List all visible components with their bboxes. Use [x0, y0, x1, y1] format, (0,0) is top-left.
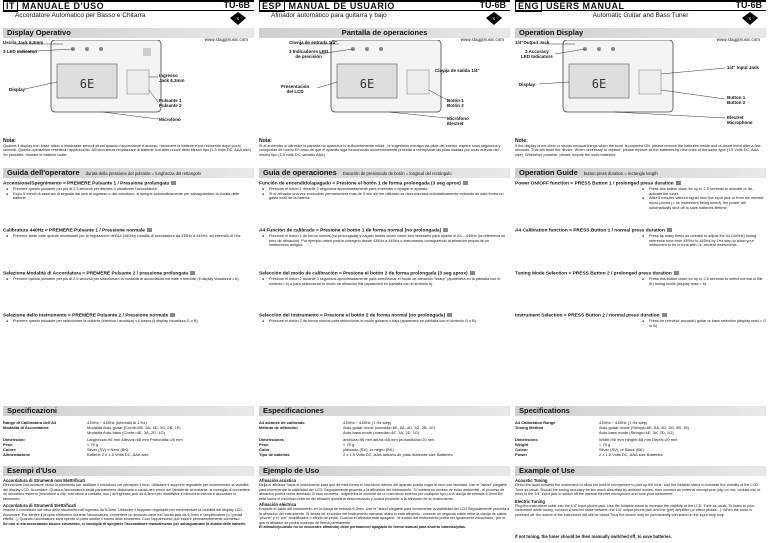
examples-heading: Example of Use [515, 466, 766, 476]
press-duration-icon [447, 313, 452, 317]
column-english [515, 0, 766, 543]
manual-title: MANUALE D'USO [22, 1, 105, 11]
label-display: Presentación del LCD [281, 84, 310, 94]
header-bar [3, 0, 254, 11]
spec-row: A4 alcance de calibrado Método de afinación 435Hz ~ 445Hz (1 Hz step) Auto-guitar mode (cuerdas=6E, 5A, 4D, 3G, 2B, 1E) Auto-bass mode (cuerdas=4E, 3A, 2D, 1G) [259, 420, 436, 435]
function-instrument: Selección del instrumento = Presione el botón 2 de forma normal (no prolongada) ● Presione el botón 2 de forma normal para seleccionar el modo guitarra o bajo (aparecerá en pantalla con el símbolo G o B) [259, 313, 510, 324]
column-spanish [259, 0, 510, 543]
guide-heading: Operation Guide button press duration = rectangle length [515, 168, 766, 178]
manual-subtitle: Afinador automático para guitarra y bajo [271, 12, 387, 19]
manual-title: MANUAL DE USUARIO [288, 1, 395, 11]
svg-text:S: S [236, 16, 240, 21]
svg-text:S: S [748, 16, 752, 21]
note: Nota: Qualora il display non fosse nitido o mostrasse simboli strani quando l'accordatore è acceso, rimuovere le batterie e poi reinserirle dopo pochi secondi. Questa operazione resetterà l'apparecchio. All'occorrenza rimpiazzare le batterie con altre nuove dello stesso tipo (1.5 Volts DC, AAA size). Se possibile, riciclate le batterie usate. [3, 138, 252, 158]
model-name: TU-6B [479, 0, 506, 10]
brand-url: www.staggmusic.com [460, 37, 504, 42]
press-duration-icon [190, 271, 195, 275]
stagg-logo-icon [740, 11, 760, 26]
manual-subtitle: Accordatore Automatico per Basso e Chitarra [15, 12, 146, 19]
label-microphone: Micrófono Electret [447, 116, 469, 126]
model-name: TU-6B [735, 0, 762, 10]
function-instrument: Instrument Selection = PRESS Button 2 / normal press duration ● Press for (electric/ acoustic) guitar or bass selection (display read = G or B) [515, 313, 766, 328]
spec-row: Dimensions Weight Colour Power Width=96 mm Height=68 mm Depth=20 mm < 75 g Silver (SV), or Black (BK) 2 x 1.5 Volts DC, AAA size Batteries [515, 437, 678, 457]
brand-url: www.staggmusic.com [204, 37, 248, 42]
tuner-diagram [515, 40, 766, 130]
press-duration-icon [463, 181, 468, 185]
spec-table [3, 421, 254, 458]
function-calibration: A4 Calibration function = PRESS Button 1 / normal press duration ● Press as many times as needed to adjust the A4 (440Hz) tuning reference tone from 435Hz to 445Hz,by 1Hz step to allow your instrument to be in tune with i.e. ancient instruments. [515, 228, 766, 248]
stagg-logo-icon [228, 11, 248, 26]
label-buttons: Pulsante 1 Pulsante 2 [159, 98, 182, 108]
label-display: Display [9, 87, 26, 92]
display-heading: Display Operativo [3, 28, 254, 38]
function-tuning-mode: Tuning Mode Selection = PRESS Button 2 / prolonged press duration ● Press this button down for up to 2.5 seconds to select normal or flat (b) tuning mode (display read = b). [515, 271, 766, 286]
press-duration-icon [667, 228, 672, 232]
spec-row: Range di Calibratura dell'A4 Modalità di Accordatura 435Hz ~ 445Hz (intervalli di 1 Hz) Modalità Auto-guitar (Corde=6E, 5A, 4D, 3G, 2B, 1E) Modalità Auto-bass (Corde=4E, 3A, 2D, 1G) [3, 420, 181, 435]
press-duration-icon [470, 271, 475, 275]
examples-text: Afinación acústica Dirija el afinador hacia el instrumento para que de esta forma el micrófono interno del aparato pueda coger el tono con facilidad. Use el "stand" plegable para incrementar la visibilidad del LCD. Seguidamente proceda a la afinación del instrumento. Si hubiera un exceso de ruido ambiental , el proceso de afinación podría verse afectado.Si esto ocurriera , sugerimos le conecte de un micrófono externo (de cualquier tipo) a la clavija de entrada 6,3mm.De esta forma el micrófono interno del afinador quedaría desconectado y podría proceder a la afinación de su instrumento. Afinación eléctrica Enchufe el cable del instrumento en la clavija de entrada 6,3mm. Use el "stand"plegable para incrementar la visibilidad del LCD.Seguidamente proceda a la afinación del instrumento. Si desea oír el sonido del instrumento mientras usted lo está afinando , conecte un segundo cable entre la clavija de salida "phone" y el "pre" amplificador o efecto de pedal .Cuando el afinador esté apagado , el sonido del instrumento podrá ser igualmente escuchado , por lo que el afinador se podrá conectar de forma permanente. El afinador(cuando no se encuentre afinando) debe permanecer apagado de forma manual para ahorrar baterías/pilas. [259, 478, 510, 530]
press-duration-icon [147, 228, 152, 232]
svg-text:6E: 6E [591, 77, 607, 91]
tuner-diagram [259, 40, 510, 130]
footer-note: El afinador(cuando no se encuentre afinando) debe permanecer apagado de forma manual para ahorrar baterías/pilas. [259, 525, 466, 530]
press-duration-icon [674, 271, 679, 275]
function-calibration: Calibratura 440Hz = PREMERE Pulsante 1 / Pressione normale ● Premere tante volte quante necessarie per la regolazione dell'A4 (440Hz) tonalità di accordatura da 435Hz a 445Hz, ad intervalli di 1Hz. [3, 228, 254, 239]
label-output-jack: Uscita Jack 6,3mm [3, 40, 44, 45]
stagg-logo-icon [484, 11, 504, 26]
function-power: Accensione/Spegnimento = PREMERE Pulsante 1 / Pressione prolungata ● Premere questo pulsante per più di 2.5 secondi per attivare o disattivare l'accordatore. ● Dopo 5 minuti di assenza di segnale dal jack di ingresso o dal microfono, si spegne automaticamente per salvaguardare la durata delle batterie. [3, 181, 254, 201]
footer-note: Se non si sta accordando alcuno strumento, si consiglia di spegnere l'accordatore manualmente per salvaguardare la durata delle batterie. [3, 521, 247, 526]
press-duration-icon [662, 313, 667, 317]
spec-heading: Specificazioni [3, 406, 254, 416]
function-power: Power ON/OFF function = PRESS Button 1 / prolonged press duration ● Press this button down for up to 2.5 seconds to activate or de-activate the tuner. ● After 5 minutes without signal from the input jack or from the electret micro-phone (= no instrument being tuned), the power will automatically shut off to save batteries lifetime. [515, 181, 766, 210]
label-led-indicators: 3 Indicadores LED de precisión [289, 49, 329, 59]
svg-text:6E: 6E [359, 77, 375, 91]
label-microphone: Microfono [159, 117, 181, 122]
function-tuning-mode: Selezione Modalità di Accordatura = PREMERE Pulsante 2 / pressione prolungata ● Premere questo pulsante per più di 2.5 secondi per selezionare la modalità di accordatura normale o bemolle (il display visualizza = b). [3, 271, 254, 282]
examples-heading: Ejemplo de Uso [259, 466, 510, 476]
press-duration-icon [443, 228, 448, 232]
label-display: Display [519, 82, 536, 87]
note: Nota: Si al encender el afinador la pantalla no aparezca lo suficientemente nítida , le sugerimos extraiga las pilas del interior, espere unos segundos y colóquelas de nuevo.En caso de que el aparato siga funcionando incorrectamente proceda a reemplazar las pilas usadas por unas nuevas del mismo tipo (1.5 volts DC, tamaño AAA) [259, 138, 501, 158]
label-led-indicators: 3 Accuracy LED Indicators [521, 49, 553, 59]
spec-row: Dimensioni Peso Colore Alimentazione Larghezza=96 mm Altezza=68 mm Profondità=20 mm < 75 g Silver (SV) o Nero (BK) Batterie 2 x 1.5 Volts DC, AAA size [3, 437, 183, 457]
note: Note: If the display is not clear or shows unusual things when the tuner is powered ON, please remove the batteries inside and re-insert them after a few seconds. This will reset the device. When necessary to replace, please replace all the batteries by new ones of the same type (1.5 Volts DC, AAA size). Whenever possible, please recycle the used batteries. [515, 138, 761, 158]
guide-heading: Guida dell'operatore durata della pressione del pulsante = lunghezza del rettangolo [3, 168, 254, 178]
brand-url: www.staggmusic.com [716, 37, 760, 42]
function-power: Función de encendido/apagado = Presione el botón 1 de forma prolongada (3 seg aprox) ● Presione el botón 1 durante 2 segundos aproximadamente para encender o apagar el aparato. ● Si el afinador una vez encendido permaneciera mas de 5 min sin ser utilizado se desconectará automáticamente evitando de esta forma un gasto inútil de la batería. [259, 181, 510, 201]
press-duration-icon [171, 181, 176, 185]
spec-table [259, 421, 510, 458]
spec-row: Dimensiones Peso Color Tipo de baterías anchura=96 mm altura=68 mm profundidad=20 mm < 75 g plateado (SV), or negro (BK) 2 x 1.5 Volts DC, AAA tamaño de pilas /baterías size Batteries [259, 437, 453, 457]
label-input-jack: Clavija de entrada 1/4" [289, 40, 338, 45]
lang-code: ESP [259, 0, 285, 12]
function-instrument: Selezione dello instrumento = PREMERE Pulsante 2 / Pressione normale ● Premere questo pulsante per selezionare la chitarra (elettrica / acustica) o il basso (il display visualizza G o B) [3, 313, 254, 324]
examples-text: Acoustic Tuning Direct the tuner towards the instrument to allow the built-in microphone to pick up the tone. Use the foldable stand to increase the visibility of the LCD. Tune as usual. Should the tuning accuracy be too much disturbed by ambient noises, then connect an external microphone (clip-on mic, contact mic or else) to the 1/4" input jack to switch off the internal electret microphone and tune your instrument. Electric Tuning Plug the instrument cable into the 1/4" input phone jack. Use the foldable stand to increase the visibility of the LCD. Tune as usual. To listen to your instrument while tuning, connect a second cable between the 1/4" output phone jack and the (pre) amplifier (or effect pedals...). When the tuner is powered off, the sound of the instrument will still be heard.Thus the device may be permanently connected in the input amp loop. [515, 478, 761, 517]
spec-heading: Specifications [515, 406, 766, 416]
tuner-diagram [3, 40, 254, 130]
label-buttons: Botón 1 Botón 2 [447, 98, 464, 108]
spec-table [515, 421, 766, 458]
footer-note: If not tuning, the tuner should be then manually switched off, to save batteries. [515, 534, 672, 539]
lang-code: IT [3, 0, 18, 12]
examples-text: Accordatura di Strumenti non Elettrificati Direzionare l'accordatore verso lo strumento per facilitare il microfono nel percepire il tono. Utilizzare il supporto regolabile per incrementare la visibilità del display LCD. Accordare. Qualora l'accordatura risulti parzialmente disturbata a causa dei rumori del l'ambiente circostante, si consiglia di connettere un microfono esterno (microfono a clip, microfono a contatto, ecc.) all'ingresso jack da 6,3mm per disattivare il microfono interno e accordare lo strumento. Accordatura di Strumenti Elettrificati Inserire il connettore del cavo dello strumento nell'ingresso da 6,3mm. Utilizzare il supporto regolabile per incrementare la visibilità del display LCD. Accordare. Per sentire il proprio strumento durante l'accordatura, connettere un secondo cavo tra l'uscita jack da 6,3mm e l'amplificatore (o i pedali effetto...). Quando l'accordatore sarà spento si potrà sentire il suono dello strumento. Così l'apparecchio può essere permanentemente connesso. Se non si sta accordando alcuno strumento, si consiglia di spegnere l'accordatore manualmente per salvaguardare la durata delle batterie. [3, 479, 254, 526]
display-heading: Operation Display [515, 28, 766, 38]
examples-heading: Esempi d'Uso [3, 466, 254, 476]
spec-row: A4 Calibration Range Tuning Method 435Hz ~ 445Hz (1 Hz step) Auto-guitar mode (Strings=6E, 5A, 4D, 3G, 2B, 1E) Auto-bass mode (Strings=4E, 3A, 2D, 1G) [515, 420, 690, 435]
display-heading: Pantalla de operaciones [259, 28, 510, 38]
header-bar [515, 0, 766, 11]
lang-code: ENG [515, 0, 542, 12]
label-output-jack: 1/4"Output Jack [515, 40, 550, 45]
press-duration-icon [170, 313, 175, 317]
svg-text:6E: 6E [79, 77, 95, 91]
function-tuning-mode: Selección del modo de calibración = Presione el botón 2 de forma prolongada (3 seg aprox) ● Presione el botón 2 durante 3 segundos aproximadamente para seleccionar el modo de afinación "sharp" (aparecerá en la pantalla con el símbolo= #) o para seleccionar el modo de afinación flat (aparecerá en pantalla con el símbolo b). [259, 271, 510, 286]
header-bar [259, 0, 510, 11]
manual-subtitle: Automatic Guitar and Bass Tuner [592, 12, 689, 19]
column-italian [3, 0, 254, 543]
label-led-indicators: 3 LED Indicatori [3, 49, 38, 54]
label-microphone: Electret Microphone [727, 115, 753, 125]
model-name: TU-6B [223, 0, 250, 10]
label-input-jack: Ingresso Jack 6,3mm [159, 73, 185, 83]
spec-heading: Especificaciones [259, 406, 510, 416]
manual-title: USERS MANUAL [546, 1, 625, 11]
press-duration-icon [676, 181, 681, 185]
function-calibration: A4 Función de calibrado = Presione el botón 1 de forma normal (no prolongada) ● Presione el botón 1 de forma normal (no prolongada) y hágalo tantas veces como sea necesario para ajustar el A4 – 440Hz (la referencia de tono de afinación). Por ejemplo usted podría corregirlo desde 435Hz a 445Hz o instrumento consiguiendo la afinación propia de un instrumento antiguo. [259, 228, 510, 248]
tuner-device-icon [3, 40, 254, 130]
label-buttons: Button 1 Button 2 [727, 95, 746, 105]
label-output-jack: Clavija de salida 1/4" [435, 68, 480, 73]
svg-text:S: S [492, 16, 496, 21]
label-input-jack: 1/4" Input Jack [727, 65, 759, 70]
guide-heading: Guía de operaciones Duración de presionado de botón = longitud del rectángulo [259, 168, 510, 178]
